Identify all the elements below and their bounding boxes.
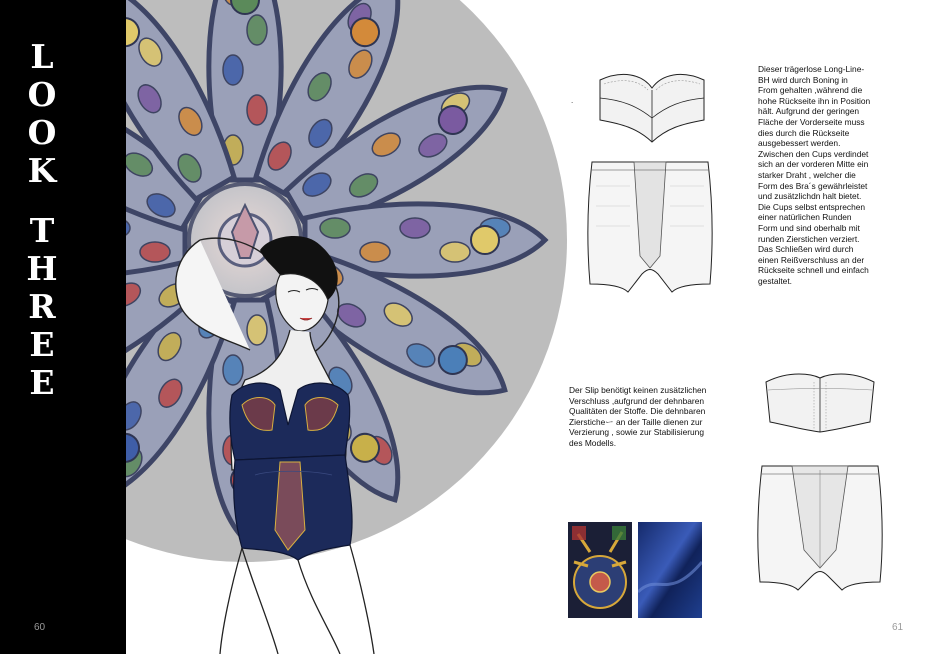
text-line: Form des Bra´s gewährleistet — [758, 180, 868, 191]
title_word2-letter: E — [29, 325, 55, 364]
text-line: gestaltet. — [758, 275, 792, 286]
flat-back-bra — [760, 368, 880, 440]
text-line: starker Draht , welcher die — [758, 169, 856, 180]
text-line: BH wird durch Boning in — [758, 74, 848, 85]
title_word1-letter: K — [27, 151, 57, 190]
text-line: und zusätzlichdn halt bietet. — [758, 191, 862, 202]
flat-back-brief — [752, 460, 888, 596]
description-bra — [758, 64, 886, 286]
text-line: des Modells. — [569, 437, 617, 448]
text-line: Verschluss ,aufgrund der dehnbaren — [569, 395, 705, 406]
page-number-left: 60 — [34, 622, 46, 633]
model-illustration — [160, 230, 390, 654]
swatch-stained-glass — [568, 522, 632, 618]
text-line: dies durch die Rückseite — [758, 127, 850, 138]
flat-front-bra — [592, 70, 712, 152]
title_word2-letter: R — [28, 287, 56, 326]
stray-mark: . — [571, 96, 574, 105]
text-line: Zwischen den Cups verdindet — [758, 148, 869, 159]
title_word2-letter: T — [29, 211, 55, 250]
title_word1-letter: L — [30, 37, 54, 76]
text-line: Der Slip benötigt keinen zusätzlichen — [569, 385, 707, 395]
text-line: Ziersticheー an der Taille dienen zur — [569, 416, 703, 427]
title_word2-letter: E — [29, 363, 55, 402]
text-line: From gehalten ,während die — [758, 85, 863, 96]
text-line: ausgebessert werden. — [758, 138, 841, 149]
text-line: einer natürlichen Runden — [758, 212, 852, 223]
text-line: Fläche der Vorderseite muss — [758, 116, 865, 127]
text-line: Rückseite schnell und einfach — [758, 265, 869, 276]
text-line: hält. Aufgrund der geringen — [758, 106, 860, 117]
text-line: Die Cups selbst entsprechen — [758, 201, 866, 212]
title_word1-letter: O — [27, 113, 57, 152]
description-brief — [569, 385, 729, 449]
title_word2-letter: H — [26, 249, 58, 288]
text-line: sich an der vorderen Mitte ein — [758, 159, 869, 170]
text-line: Verzierung , sowie zur Stabilisierung — [569, 427, 704, 438]
text-line: Qualitäten der Stoffe. Die dehnbaren — [569, 406, 706, 417]
text-line: Form und sind oberhalb mit — [758, 222, 860, 233]
text-line: Das Schließen wird durch — [758, 244, 854, 255]
title_word1-letter: O — [27, 75, 57, 114]
text-line: runden Zierstichen verziert. — [758, 233, 860, 244]
flat-front-brief — [582, 156, 718, 296]
swatch-navy-satin — [638, 522, 702, 618]
text-line: hohe Rückseite ihn in Position — [758, 95, 871, 106]
page-number-right: 61 — [892, 622, 904, 633]
text-line: einen Reißverschluss an der — [758, 254, 865, 265]
text-line: Dieser trägerlose Long-Line- — [758, 64, 865, 74]
